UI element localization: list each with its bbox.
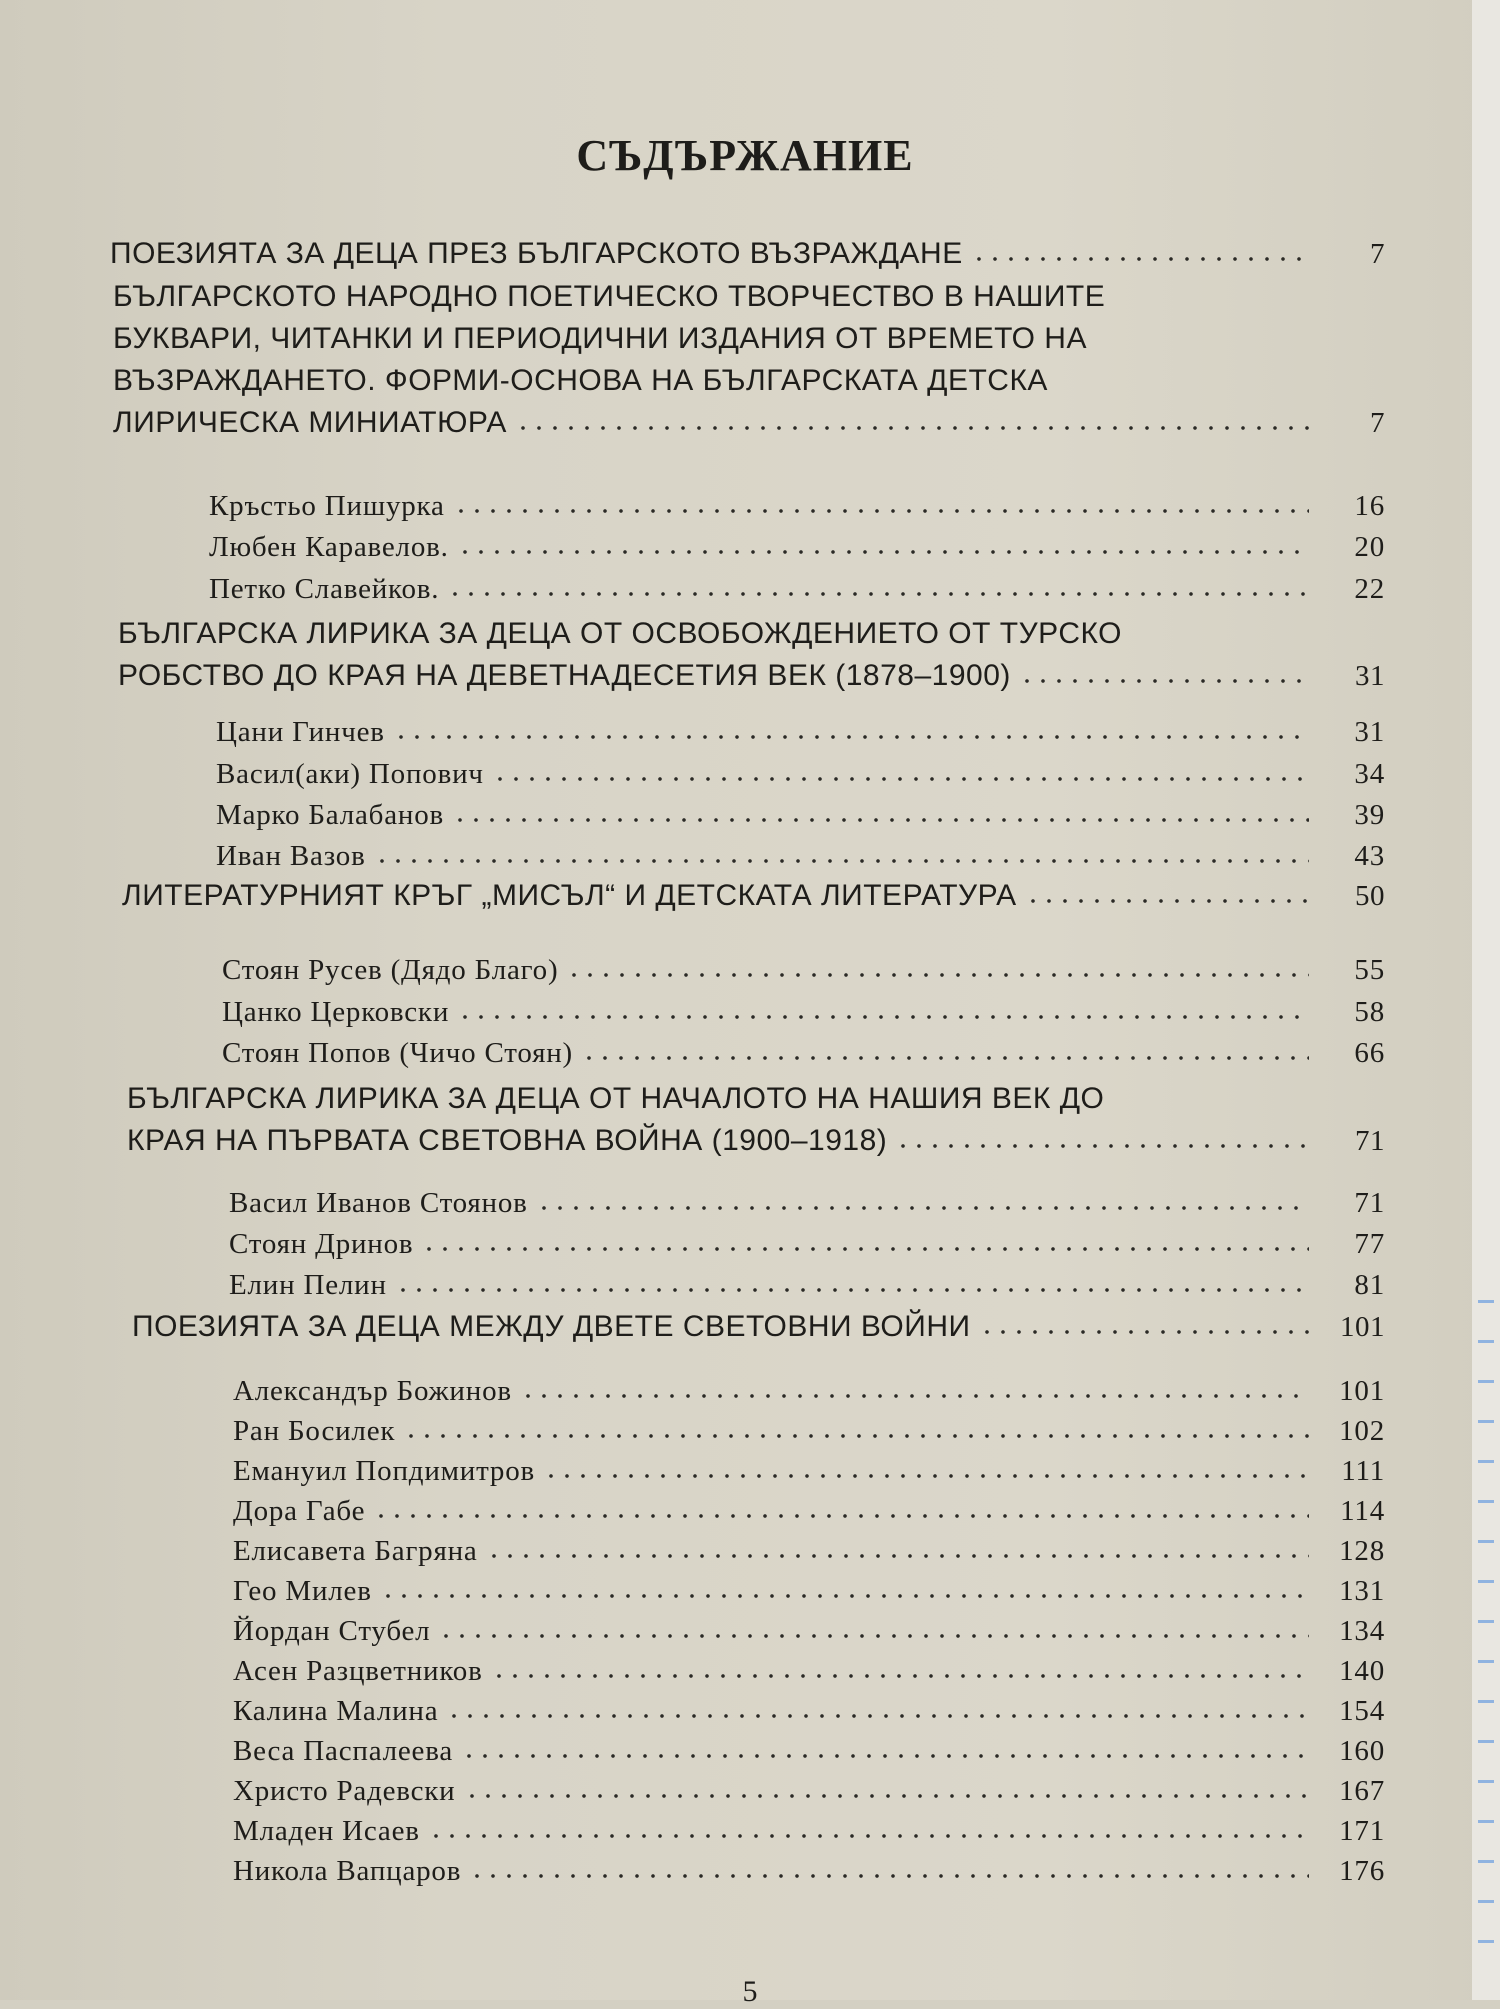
section-heading xyxy=(122,879,1385,913)
section-heading-label: ЛИРИЧЕСКА МИНИАТЮРА xyxy=(113,406,507,439)
dot-leader xyxy=(428,1831,1309,1841)
author-entry xyxy=(209,573,1385,606)
author-entry-page: 114 xyxy=(1340,1495,1385,1527)
author-entry xyxy=(222,954,1385,987)
section-heading-label: ЛИТЕРАТУРНИЯТ КРЪГ „МИСЪЛ“ И ДЕТСКАТА ЛИТЕРАТУРА xyxy=(122,879,1017,912)
author-entry xyxy=(216,758,1385,791)
dot-leader xyxy=(457,1012,1309,1022)
dot-leader xyxy=(403,1431,1309,1441)
author-entry-label: Ран Босилек xyxy=(233,1415,396,1447)
dot-leader xyxy=(438,1631,1309,1641)
author-entry-page: 128 xyxy=(1339,1535,1385,1567)
author-entry-page: 154 xyxy=(1339,1695,1385,1727)
page-number: 5 xyxy=(742,1975,758,2008)
author-entry-page: 31 xyxy=(1354,716,1385,748)
dot-leader xyxy=(380,1591,1309,1601)
author-entry-label: Иван Вазов xyxy=(216,840,366,872)
author-entry-label: Марко Балабанов xyxy=(216,799,444,831)
author-entry-page: 160 xyxy=(1339,1735,1385,1767)
section-heading xyxy=(110,237,1385,271)
dot-leader xyxy=(492,774,1309,784)
dot-leader xyxy=(453,506,1309,516)
section-heading-line: БЪЛГАРСКА ЛИРИКА ЗА ДЕЦА ОТ НАЧАЛОТО НА НАШИЯ ВЕК ДО xyxy=(127,1082,1105,1115)
author-entry xyxy=(216,840,1385,873)
author-entry-page: 171 xyxy=(1339,1815,1385,1847)
author-entry xyxy=(222,1037,1385,1070)
section-heading-page: 71 xyxy=(1355,1125,1385,1157)
section-heading-line: БУКВАРИ, ЧИТАНКИ И ПЕРИОДИЧНИ ИЗДАНИЯ ОТ ВРЕМЕТО НА xyxy=(113,322,1087,355)
dot-leader xyxy=(486,1551,1309,1561)
author-entry xyxy=(216,716,1385,749)
author-entry-label: Емануил Попдимитров xyxy=(233,1455,536,1487)
dot-leader xyxy=(536,1203,1309,1213)
section-heading-page: 101 xyxy=(1340,1311,1385,1343)
author-entry xyxy=(233,1615,1385,1648)
author-entry-page: 131 xyxy=(1339,1575,1385,1607)
author-entry-page: 71 xyxy=(1354,1187,1385,1219)
dot-leader xyxy=(447,589,1309,599)
author-entry-label: Младен Исаев xyxy=(233,1815,420,1847)
section-heading-page: 50 xyxy=(1355,880,1385,912)
author-entry-label: Цанко Церковски xyxy=(222,996,450,1028)
author-entry xyxy=(233,1655,1385,1688)
author-entry-page: 167 xyxy=(1339,1775,1385,1807)
dot-leader xyxy=(543,1471,1309,1481)
author-entry xyxy=(233,1535,1385,1568)
author-entry-page: 39 xyxy=(1354,799,1385,831)
section-heading-page: 7 xyxy=(1370,407,1385,439)
dot-leader xyxy=(464,1791,1309,1801)
section-heading xyxy=(127,1124,1385,1158)
author-entry-page: 20 xyxy=(1354,531,1385,563)
dot-leader xyxy=(1019,676,1309,686)
author-entry-page: 77 xyxy=(1354,1228,1385,1260)
dot-leader xyxy=(491,1671,1309,1681)
author-entry xyxy=(229,1187,1385,1220)
author-entry-label: Петко Славейков. xyxy=(209,573,440,605)
section-heading-label: РОБСТВО ДО КРАЯ НА ДЕВЕТНАДЕСЕТИЯ ВЕК (1878–1900) xyxy=(118,659,1011,692)
author-entry xyxy=(209,490,1385,523)
author-entry xyxy=(233,1695,1385,1728)
author-entry-label: Дора Габе xyxy=(233,1495,366,1527)
author-entry xyxy=(222,996,1385,1029)
dot-leader xyxy=(395,1285,1309,1295)
author-entry xyxy=(233,1815,1385,1848)
dot-leader xyxy=(469,1871,1309,1881)
author-entry-label: Веса Паспалеева xyxy=(233,1735,454,1767)
author-entry-label: Никола Вапцаров xyxy=(233,1855,462,1887)
section-heading-page: 7 xyxy=(1370,238,1385,270)
dot-leader xyxy=(520,1391,1309,1401)
dot-leader xyxy=(446,1711,1309,1721)
dot-leader xyxy=(895,1141,1309,1151)
author-entry-label: Калина Малина xyxy=(233,1695,439,1727)
author-entry-page: 16 xyxy=(1354,490,1385,522)
section-heading-label: ПОЕЗИЯТА ЗА ДЕЦА ПРЕЗ БЪЛГАРСКОТО ВЪЗРАЖДАНЕ xyxy=(110,237,963,270)
author-entry xyxy=(233,1855,1385,1888)
section-heading-line: ВЪЗРАЖДАНЕТО. ФОРМИ-ОСНОВА НА БЪЛГАРСКАТА ДЕТСКА xyxy=(113,364,1048,397)
author-entry-page: 101 xyxy=(1339,1375,1385,1407)
author-entry xyxy=(209,531,1385,564)
dot-leader xyxy=(374,856,1309,866)
author-entry xyxy=(229,1269,1385,1302)
author-entry-label: Елисавета Багряна xyxy=(233,1535,478,1567)
author-entry xyxy=(216,799,1385,832)
author-entry-page: 111 xyxy=(1341,1455,1385,1487)
section-heading-label: ПОЕЗИЯТА ЗА ДЕЦА МЕЖДУ ДВЕТЕ СВЕТОВНИ ВОЙНИ xyxy=(132,1310,971,1343)
section-heading xyxy=(113,406,1385,440)
dot-leader xyxy=(457,547,1309,557)
author-entry-page: 43 xyxy=(1354,840,1385,872)
author-entry xyxy=(233,1575,1385,1608)
section-heading-line: БЪЛГАРСКА ЛИРИКА ЗА ДЕЦА ОТ ОСВОБОЖДЕНИЕТО ОТ ТУРСКО xyxy=(118,617,1122,650)
dot-leader xyxy=(452,815,1309,825)
author-entry-page: 22 xyxy=(1354,573,1385,605)
dot-leader xyxy=(461,1751,1309,1761)
author-entry-label: Стоян Попов (Чичо Стоян) xyxy=(222,1037,573,1069)
dot-leader xyxy=(566,970,1309,980)
dot-leader xyxy=(515,423,1309,433)
author-entry-label: Кръстьо Пишурка xyxy=(209,490,445,522)
section-heading-page: 31 xyxy=(1355,660,1385,692)
author-entry-label: Стоян Дринов xyxy=(229,1228,414,1260)
section-heading xyxy=(118,659,1385,693)
author-entry-label: Христо Радевски xyxy=(233,1775,456,1807)
author-entry-page: 102 xyxy=(1339,1415,1385,1447)
author-entry xyxy=(233,1775,1385,1808)
dot-leader xyxy=(971,254,1309,264)
author-entry xyxy=(233,1735,1385,1768)
author-entry-page: 176 xyxy=(1339,1855,1385,1887)
author-entry-label: Йордан Стубел xyxy=(233,1615,431,1647)
author-entry-label: Васил Иванов Стоянов xyxy=(229,1187,528,1219)
author-entry xyxy=(233,1375,1385,1408)
author-entry-label: Елин Пелин xyxy=(229,1269,387,1301)
author-entry-label: Цани Гинчев xyxy=(216,716,385,748)
author-entry xyxy=(233,1455,1385,1488)
author-entry xyxy=(229,1228,1385,1261)
section-heading xyxy=(132,1310,1385,1344)
author-entry-page: 34 xyxy=(1354,758,1385,790)
dot-leader xyxy=(581,1053,1309,1063)
page-title: СЪДЪРЖАНИЕ xyxy=(576,131,914,180)
dot-leader xyxy=(373,1511,1309,1521)
author-entry-label: Асен Разцветников xyxy=(233,1655,483,1687)
section-heading-label: КРАЯ НА ПЪРВАТА СВЕТОВНА ВОЙНА (1900–1918) xyxy=(127,1124,888,1157)
author-entry-label: Стоян Русев (Дядо Благо) xyxy=(222,954,559,986)
author-entry-label: Гео Милев xyxy=(233,1575,372,1607)
author-entry-label: Васил(аки) Попович xyxy=(216,758,484,790)
author-entry-page: 66 xyxy=(1354,1037,1385,1069)
dot-leader xyxy=(1025,896,1309,906)
author-entry-page: 58 xyxy=(1354,996,1385,1028)
author-entry-page: 55 xyxy=(1354,954,1385,986)
author-entry-page: 81 xyxy=(1354,1269,1385,1301)
author-entry-label: Александър Божинов xyxy=(233,1375,512,1407)
section-heading-line: БЪЛГАРСКОТО НАРОДНО ПОЕТИЧЕСКО ТВОРЧЕСТВО В НАШИТЕ xyxy=(113,280,1106,313)
dot-leader xyxy=(393,732,1309,742)
dot-leader xyxy=(421,1244,1309,1254)
dot-leader xyxy=(979,1327,1309,1337)
author-entry-label: Любен Каравелов. xyxy=(209,531,449,563)
author-entry-page: 140 xyxy=(1339,1655,1385,1687)
author-entry-page: 134 xyxy=(1339,1615,1385,1647)
author-entry xyxy=(233,1495,1385,1528)
author-entry xyxy=(233,1415,1385,1448)
